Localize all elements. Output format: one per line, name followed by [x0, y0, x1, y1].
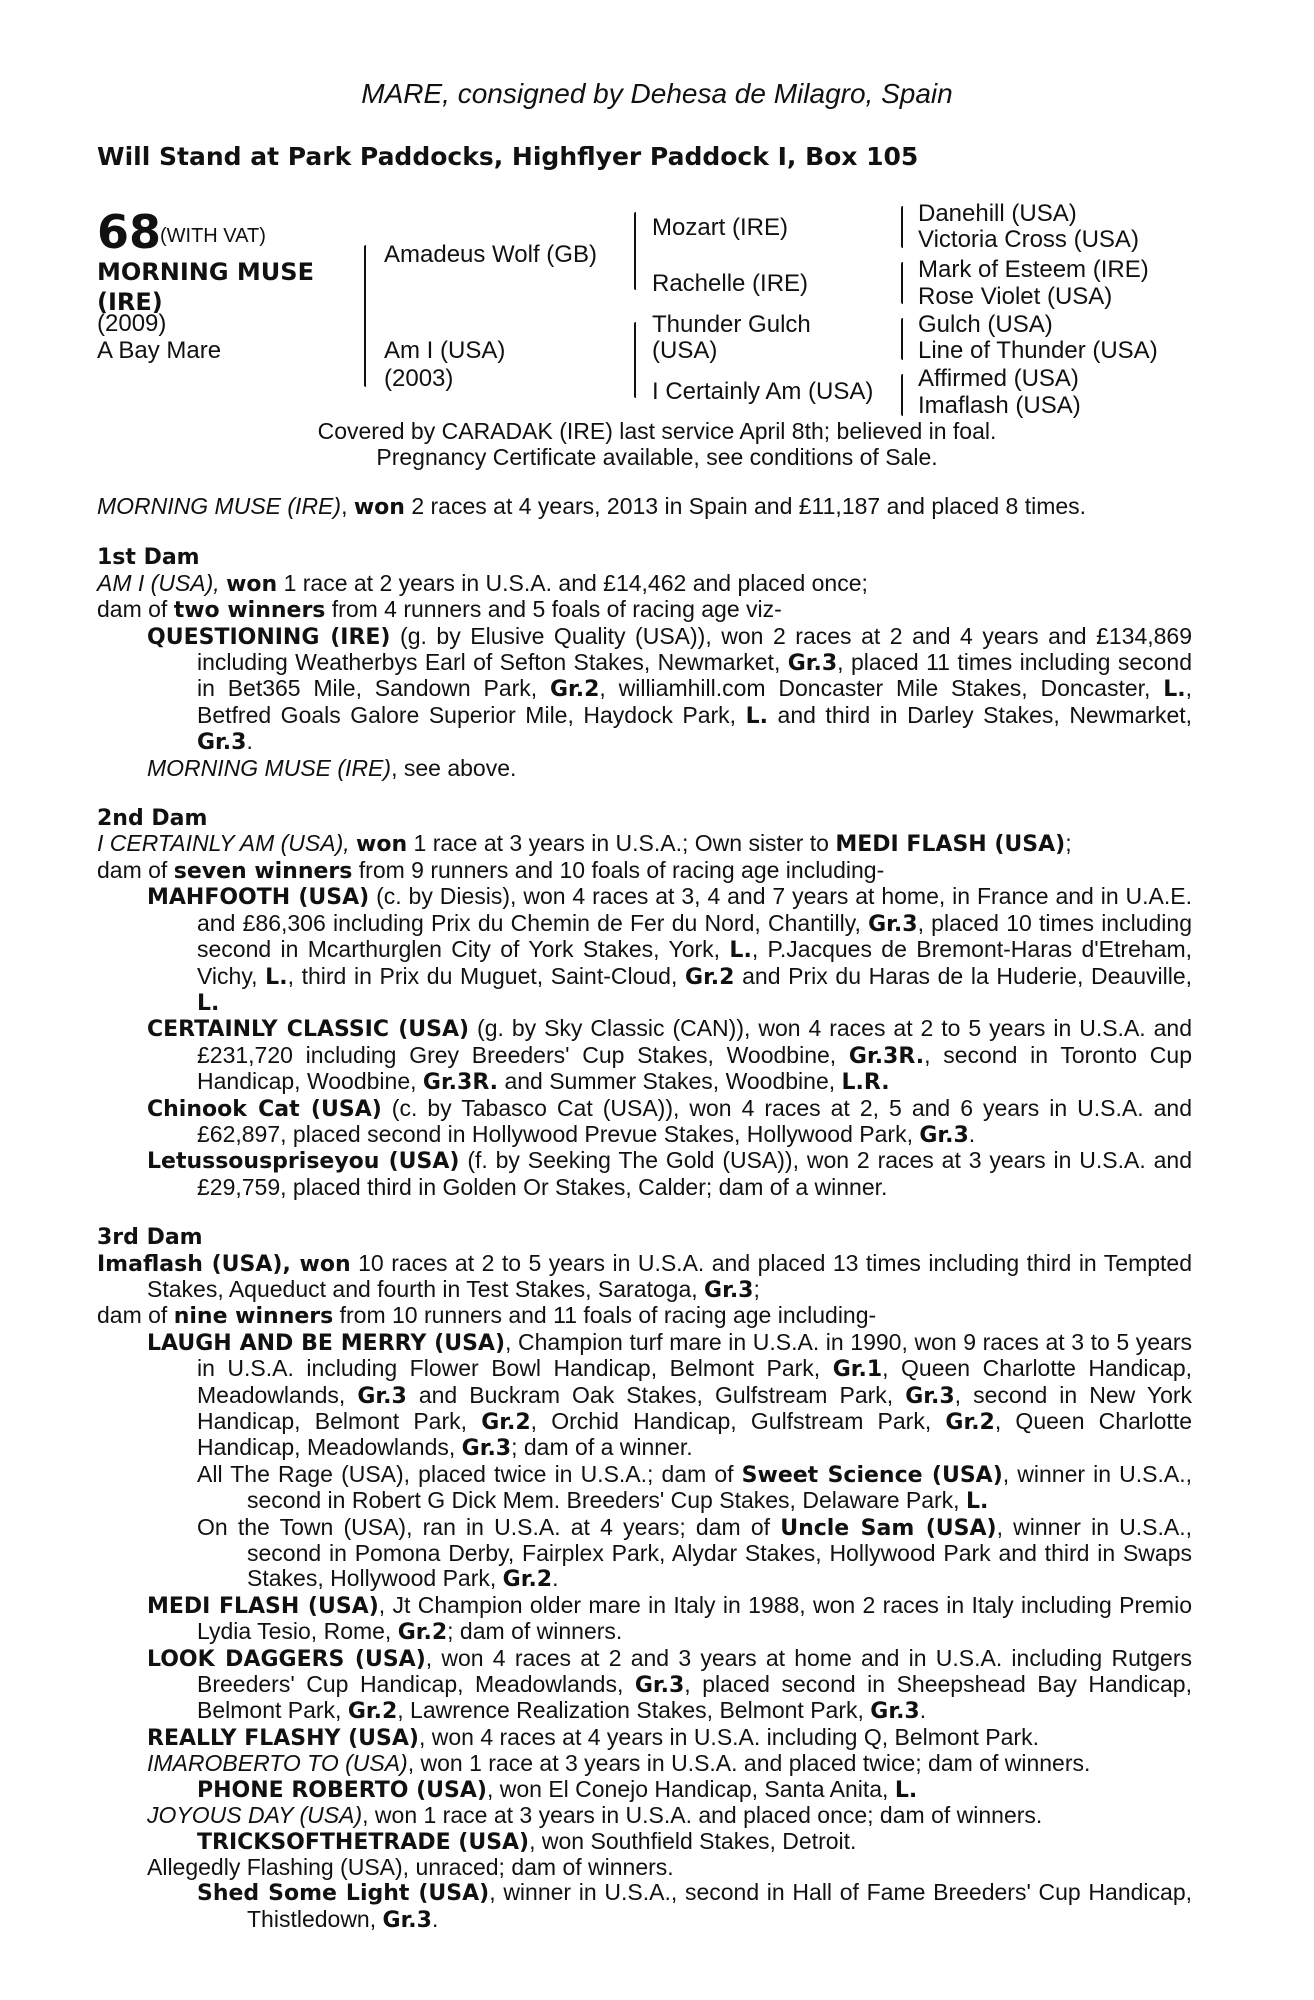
progeny-name: QUESTIONING (IRE) [147, 624, 391, 650]
progeny-name: IMAROBERTO TO (USA) [147, 1750, 408, 1777]
pedigree-brace-g2 [901, 262, 903, 304]
pedigree-sire-dam: Rachelle (IRE) [652, 270, 809, 297]
progeny-text: , third in Prix du Muguet, Saint-Cloud, [287, 962, 678, 989]
third-dam-dam-of-label: dam of [97, 1302, 168, 1329]
pedigree-sire-sire: Mozart (IRE) [652, 214, 789, 241]
progeny-text: ; dam of a winner. [511, 1434, 693, 1461]
progeny-chinook-cat [147, 1096, 1192, 1149]
progeny-text: , won El Conejo Handicap, Santa Anita, [486, 1775, 889, 1802]
progeny-text: , williamhill.com Doncaster Mile Stakes, Doncaster, [599, 675, 1151, 702]
progeny-text: . [968, 1120, 976, 1147]
grade: Gr.1 [832, 1357, 883, 1383]
progeny-text: . [919, 1697, 927, 1724]
progeny-text: , Champion turf mare in U.S.A. in 1990, won 9 races at 3 to 5 years in U.S.A. including Flower Bowl Handicap, Belmont Park, [197, 1328, 1193, 1382]
progeny-text: and third in Darley Stakes, Newmarket, [777, 701, 1193, 728]
grade: Gr.3 [197, 730, 247, 756]
pedigree-ggp-2: Victoria Cross (USA) [918, 226, 1139, 253]
grade: L. [894, 1777, 918, 1803]
pedigree-dam-dam: I Certainly Am (USA) [652, 378, 874, 405]
progeny-letussouspriseyou [147, 1148, 1192, 1200]
progeny-text: , placed 11 times including second in Bet365 Mile, Sandown Park, [197, 649, 1193, 702]
progeny-text: , Queen Charlotte Handicap, Meadowlands, [197, 1355, 1192, 1408]
stand-location: Will Stand at Park Paddocks, Highflyer Paddock I, Box 105 [97, 142, 919, 171]
grade: Gr.3 [634, 1673, 685, 1699]
grade: Gr.3 [868, 911, 918, 937]
grade: Gr.2 [481, 1410, 531, 1435]
progeny-text: Allegedly Flashing (USA), unraced; dam of winners. [147, 1853, 674, 1880]
second-dam-record: ; [1065, 830, 1072, 857]
pedigree-ggp-3: Mark of Esteem (IRE) [918, 256, 1149, 283]
second-dam-record: 1 race at 3 years in U.S.A.; Own sister to [413, 830, 829, 857]
progeny-morning-muse [147, 756, 1192, 781]
progeny-text: On the Town (USA), ran in U.S.A. at 4 years; dam of [197, 1513, 771, 1540]
grade: L. [197, 990, 220, 1016]
grade: Gr.3R. [848, 1043, 925, 1069]
second-dam-intro [97, 831, 1192, 857]
progeny-text: . [552, 1565, 559, 1592]
progeny-text: , winner in U.S.A., second in Robert G Dick Mem. Breeders' Cup Stakes, Delaware Park, [247, 1460, 1192, 1514]
third-dam-intro [97, 1251, 1192, 1304]
third-dam-foals: from 10 runners and 11 foals of racing age including- [339, 1302, 877, 1329]
grade: Gr.3R. [422, 1070, 499, 1096]
lot-number: 68 [97, 205, 162, 259]
grade: L. [265, 964, 288, 990]
third-dam-dam-of [97, 1303, 1192, 1329]
first-dam-name: AM I (USA), [97, 569, 220, 596]
grade: Gr.3 [382, 1907, 432, 1933]
pedigree-brace-dam [634, 322, 636, 398]
grade: Gr.2 [502, 1567, 553, 1593]
third-dam-record: 10 races at 2 to 5 years in U.S.A. and placed 13 times including third in Tempted Stakes, Aqueduct and fourth in Test Stakes, Saratoga, [147, 1249, 1192, 1302]
pedigree-brace-g4 [901, 374, 903, 416]
pedigree-sire: Amadeus Wolf (GB) [384, 241, 597, 268]
grade: Gr.3 [357, 1383, 407, 1409]
pedigree-dam: Am I (USA) [384, 337, 506, 364]
progeny-text: . [431, 1905, 439, 1932]
pedigree-ggp-4: Rose Violet (USA) [918, 283, 1113, 310]
second-dam-winners: seven winners [173, 858, 353, 884]
first-dam-won: won [226, 571, 278, 597]
progeny-phone-roberto [197, 1777, 1192, 1803]
covering-line-2: Pregnancy Certificate available, see conditions of Sale. [376, 444, 938, 470]
progeny-joyous-day [147, 1803, 1192, 1828]
first-dam-foals: from 4 runners and 5 foals of racing age viz- [331, 596, 782, 623]
pedigree-ggp-7: Affirmed (USA) [918, 365, 1079, 392]
progeny-text: , Betfred Goals Galore Superior Mile, Haydock Park, [197, 675, 1193, 728]
grade: Gr.3 [461, 1436, 512, 1462]
progeny-imaroberto-to [147, 1751, 1192, 1776]
third-dam-name: Imaflash (USA) [97, 1251, 283, 1277]
progeny-name: LOOK DAGGERS (USA) [147, 1646, 426, 1672]
progeny-questioning [147, 624, 1192, 756]
progeny-text: , won Southfield Stakes, Detroit. [529, 1827, 857, 1854]
third-dam-heading: 3rd Dam [97, 1225, 203, 1251]
first-dam-record: 1 race at 2 years in U.S.A. and £14,462 and placed once; [283, 569, 868, 596]
pedigree-dam-sire-2: (USA) [652, 337, 718, 364]
progeny-text: , placed 10 times including second in Mcarthurglen City of York Stakes, York, [197, 909, 1192, 963]
vat-label: (WITH VAT) [160, 225, 266, 247]
progeny-text: , Jt Champion older mare in Italy in 1988, won 2 races in Italy including Premio Lydia Tesio, Rome, [197, 1591, 1192, 1645]
progeny-really-flashy [147, 1725, 1192, 1751]
second-dam-name: I CERTAINLY AM (USA), [97, 830, 350, 857]
grade: Gr.3 [787, 651, 838, 677]
pedigree-brace-main [364, 245, 366, 387]
second-dam-heading: 2nd Dam [97, 806, 208, 832]
pedigree-brace-g1 [901, 206, 903, 248]
pedigree-ggp-6: Line of Thunder (USA) [918, 337, 1158, 364]
progeny-laugh-and-be-merry [147, 1330, 1192, 1462]
progeny-text: , winner in U.S.A., second in Pomona Derby, Fairplex Park, Alydar Stakes, Hollywood Park and third in Swaps Stakes, Hollywood Park, [247, 1513, 1193, 1592]
progeny-name: Sweet Science (USA) [741, 1462, 1003, 1488]
progeny-on-the-town [197, 1515, 1192, 1593]
summary-horse-name: MORNING MUSE (IRE) [97, 493, 342, 519]
pedigree-ggp-1: Danehill (USA) [918, 200, 1077, 227]
progeny-name: PHONE ROBERTO (USA) [197, 1777, 487, 1803]
first-dam-heading: 1st Dam [97, 545, 200, 571]
grade: Gr.3 [704, 1277, 754, 1303]
progeny-text: , won 1 race at 3 years in U.S.A. and placed once; dam of winners. [362, 1802, 1043, 1829]
second-dam-dam-of-label: dam of [97, 856, 168, 883]
progeny-mahfooth [147, 884, 1192, 1016]
progeny-name: MAHFOOTH (USA) [147, 885, 370, 911]
progeny-text: , won 4 races at 2 and 3 years at home and in U.S.A. including Rutgers Breeders' Cup Handicap, Meadowlands, [197, 1644, 1192, 1698]
progeny-name: TRICKSOFTHETRADE (USA) [197, 1829, 530, 1855]
horse-description: A Bay Mare [97, 337, 222, 364]
grade: L. [1163, 677, 1186, 703]
second-dam-dam-of [97, 858, 1192, 884]
grade: Gr.3 [905, 1383, 955, 1409]
progeny-name: JOYOUS DAY (USA) [147, 1802, 363, 1829]
progeny-text: (c. by Tabasco Cat (USA)), won 4 races at 2, 5 and 6 years in U.S.A. and £62,897, placed second in Hollywood Prevue Stakes, Hollywood Park, [197, 1094, 1193, 1147]
progeny-text: (c. by Diesis), won 4 races at 3, 4 and 7 years at home, in France and in U.A.E. and £86,306 including Prix du Chemin de Fer du Nord, Chantilly, [197, 883, 1192, 936]
progeny-text: and Buckram Oak Stakes, Gulfstream Park, [418, 1381, 894, 1408]
progeny-name: Chinook Cat (USA) [147, 1096, 382, 1122]
pedigree-brace-sire [634, 212, 636, 290]
progeny-name: CERTAINLY CLASSIC (USA) [147, 1017, 470, 1043]
progeny-text: , second in Toronto Cup Handicap, Woodbine, [197, 1041, 1192, 1095]
first-dam-winners: two winners [173, 598, 326, 624]
progeny-text: , see above. [391, 754, 517, 781]
grade: Gr.2 [549, 677, 600, 703]
progeny-text: , P.Jacques de Bremont-Haras d'Etreham, Vichy, [197, 936, 1192, 989]
grade: Gr.3 [870, 1699, 920, 1725]
grade: Gr.2 [397, 1620, 448, 1646]
summary-line: MORNING MUSE (IRE), won 2 races at 4 years, 2013 in Spain and £11,187 and placed 8 times. [97, 493, 1087, 520]
progeny-name: Uncle Sam (USA) [780, 1515, 997, 1541]
pedigree-dam-year: (2003) [384, 365, 454, 392]
second-dam-foals: from 9 runners and 10 foals of racing age including- [358, 856, 885, 883]
grade: L. [745, 703, 768, 729]
progeny-text: and Prix du Haras de la Huderie, Deauville, [742, 962, 1193, 989]
progeny-allegedly-flashing [147, 1855, 1192, 1880]
pedigree-ggp-8: Imaflash (USA) [918, 392, 1081, 419]
progeny-all-the-rage [197, 1462, 1192, 1515]
progeny-text: All The Rage (USA), placed twice in U.S.A.; dam of [197, 1460, 734, 1487]
progeny-look-daggers [147, 1646, 1192, 1725]
pedigree-dam-sire-1: Thunder Gulch [652, 311, 811, 338]
progeny-text: ; dam of winners. [447, 1618, 623, 1645]
progeny-text: , second in New York Handicap, Belmont Park, [197, 1381, 1193, 1434]
horse-name: MORNING MUSE (IRE) [97, 258, 314, 316]
grade: L. [729, 938, 752, 964]
grade: L. [965, 1489, 989, 1515]
second-dam-sister: MEDI FLASH (USA) [835, 832, 1066, 858]
progeny-name: MEDI FLASH (USA) [147, 1593, 379, 1619]
progeny-text: , winner in U.S.A., second in Hall of Fame Breeders' Cup Handicap, Thistledown, [247, 1879, 1192, 1932]
progeny-tricksofthetrade [197, 1829, 1192, 1855]
first-dam-dam-of [97, 597, 1192, 623]
progeny-certainly-classic [147, 1016, 1192, 1095]
progeny-name: MORNING MUSE (IRE) [147, 754, 392, 781]
page-title: MARE, consigned by Dehesa de Milagro, Spain [361, 78, 953, 109]
progeny-text: . [246, 728, 253, 755]
third-dam-won: , won [282, 1251, 351, 1277]
grade: Gr.2 [945, 1410, 995, 1435]
covering-note [0, 418, 1314, 470]
progeny-shed-some-light [197, 1880, 1192, 1933]
progeny-text: , won 4 races at 4 years in U.S.A. including Q, Belmont Park. [418, 1723, 1039, 1750]
grade: Gr.2 [347, 1699, 398, 1725]
summary-won: won [353, 495, 405, 520]
catalogue-body [97, 494, 1192, 1933]
foaling-year: (2009) [97, 310, 167, 337]
grade: Gr.2 [685, 964, 735, 990]
third-dam-winners: nine winners [173, 1304, 334, 1330]
progeny-text: and Summer Stakes, Woodbine, [504, 1068, 836, 1095]
first-dam-dam-of-label: dam of [97, 596, 168, 623]
summary-rest: 2 races at 4 years, 2013 in Spain and £11,187 and placed 8 times. [411, 493, 1087, 519]
progeny-text: , placed second in Sheepshead Bay Handicap, Belmont Park, [197, 1671, 1192, 1724]
first-dam-intro [97, 571, 1192, 597]
third-dam-record: ; [753, 1275, 760, 1302]
covering-line-1: Covered by CARADAK (IRE) last service April 8th; believed in foal. [317, 418, 997, 444]
pedigree-brace-g3 [901, 318, 903, 360]
second-dam-won: won [356, 832, 408, 858]
progeny-name: LAUGH AND BE MERRY (USA) [147, 1330, 506, 1356]
pedigree-ggp-5: Gulch (USA) [918, 311, 1053, 338]
progeny-name: Shed Some Light (USA) [197, 1881, 490, 1907]
progeny-name: REALLY FLASHY (USA) [147, 1725, 419, 1751]
progeny-text: , Lawrence Realization Stakes, Belmont Park, [397, 1697, 864, 1724]
progeny-text: , Queen Charlotte Handicap, Meadowlands, [197, 1408, 1193, 1461]
progeny-text: (g. by Elusive Quality (USA)), won 2 races at 2 and 4 years and £134,869 including Weatherbys Earl of Sefton Stakes, Newmarket, [197, 622, 1193, 676]
progeny-text: , won 1 race at 3 years in U.S.A. and placed twice; dam of winners. [407, 1750, 1091, 1777]
progeny-text: (g. by Sky Classic (CAN)), won 4 races at 2 to 5 years in U.S.A. and £231,720 including Grey Breeders' Cup Stakes, Woodbine, [197, 1015, 1192, 1068]
grade: Gr.3 [919, 1122, 969, 1148]
progeny-text: (f. by Seeking The Gold (USA)), won 2 races at 3 years in U.S.A. and £29,759, placed third in Golden Or Stakes, Calder; dam of a winner. [197, 1147, 1192, 1200]
progeny-name: Letussouspriseyou (USA) [147, 1149, 460, 1175]
progeny-medi-flash [147, 1593, 1192, 1646]
grade: L.R. [841, 1070, 890, 1096]
progeny-text: , Orchid Handicap, Gulfstream Park, [530, 1408, 932, 1434]
